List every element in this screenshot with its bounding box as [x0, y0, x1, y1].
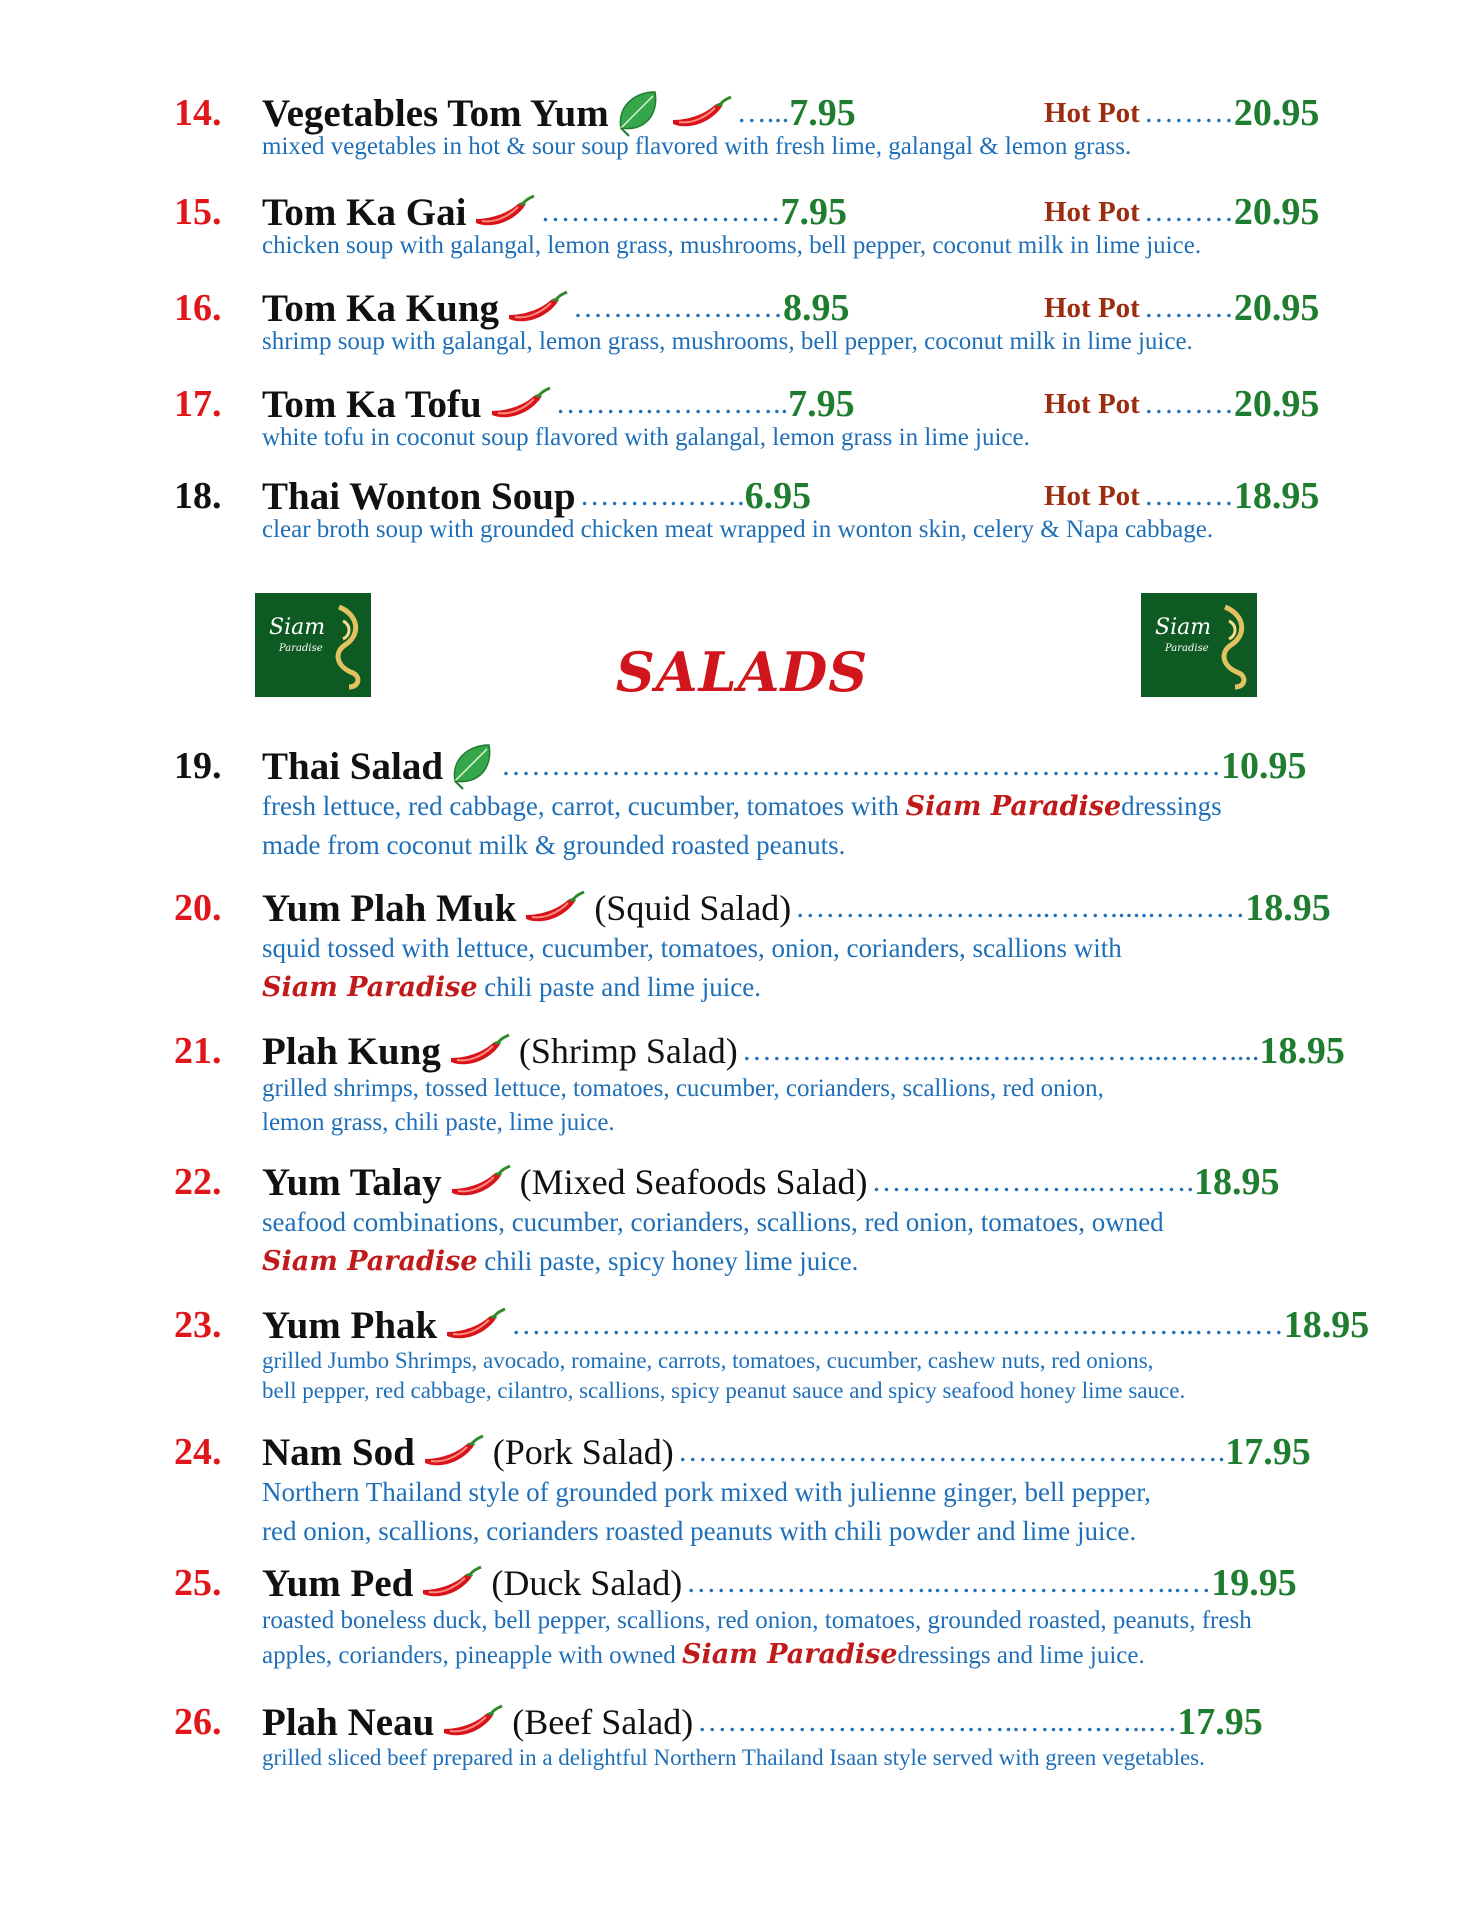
item-subname: (Mixed Seafoods Salad)	[519, 1162, 868, 1202]
description-text: seafood combinations, cucumber, corianders, scallions, red onion, tomatoes, owned	[262, 1207, 1164, 1237]
menu-item-row	[0, 1558, 1484, 1608]
item-number: 26.	[174, 1701, 222, 1743]
menu-item	[0, 283, 1484, 359]
description-line	[262, 968, 1352, 1007]
item-price: 10.95	[1221, 745, 1307, 787]
leaf-icon	[449, 741, 497, 791]
chili-pepper-icon	[522, 889, 586, 927]
description-line	[262, 1072, 1352, 1106]
dot-leader: ………………………………………………….………..………	[511, 1308, 1284, 1341]
item-price: 18.95	[1245, 887, 1331, 929]
item-name-line	[262, 1026, 1345, 1076]
dot-leader: ……………………….…..…..….…..…	[697, 1705, 1178, 1738]
menu-item	[0, 1558, 1484, 1673]
brand-name-text: Siam Paradise	[262, 1246, 478, 1277]
description-text: roasted boneless duck, bell pepper, scallions, red onion, tomatoes, grounded roasted, peanuts, fresh	[262, 1607, 1252, 1634]
brand-name-text: Siam Paradise	[905, 791, 1122, 822]
description-line	[262, 826, 1352, 865]
item-number: 24.	[174, 1431, 222, 1473]
item-number: 14.	[174, 92, 222, 134]
description-text: chili paste, spicy honey lime juice.	[477, 1246, 859, 1276]
item-description	[262, 1072, 1352, 1140]
item-name: Vegetables Tom Yum	[262, 91, 609, 135]
item-name: Yum Ped	[262, 1561, 414, 1605]
item-description: white tofu in coconut soup flavored with galangal, lemon grass in lime juice.	[262, 424, 1030, 451]
item-number: 23.	[174, 1304, 222, 1346]
description-line	[262, 1106, 1352, 1140]
description-line	[262, 929, 1352, 968]
dot-leader: ……….…………..	[555, 387, 789, 420]
chili-pepper-icon	[448, 1163, 512, 1201]
item-name: Nam Sod	[262, 1430, 415, 1474]
description-line	[262, 1346, 1352, 1376]
description-line	[262, 1203, 1352, 1242]
item-description: clear broth soup with grounded chicken meat wrapped in wonton skin, celery & Napa cabbage.	[262, 516, 1214, 543]
chili-pepper-icon	[447, 1032, 511, 1070]
item-subname: (Shrimp Salad)	[518, 1031, 738, 1071]
menu-item	[0, 88, 1484, 164]
dot-leader: …...	[736, 96, 790, 129]
description-line	[262, 1473, 1352, 1512]
dot-leader: ………	[1143, 387, 1234, 420]
description-text: fresh lettuce, red cabbage, carrot, cucumber, tomatoes with	[262, 791, 906, 821]
menu-item-row	[0, 1697, 1484, 1747]
description-text: red onion, scallions, corianders roasted peanuts with chili powder and lime juice.	[262, 1516, 1137, 1546]
item-price: 18.95	[1283, 1304, 1370, 1346]
hot-pot-price: 20.95	[1233, 287, 1320, 329]
item-number: 19.	[174, 745, 222, 787]
item-name-line	[262, 1697, 1263, 1747]
hot-pot-price: 18.95	[1233, 475, 1320, 517]
item-name-line	[262, 1157, 1280, 1207]
description-text: grilled Jumbo Shrimps, avocado, romaine, carrots, tomatoes, cucumber, cashew nuts, red onions,	[262, 1348, 1154, 1373]
menu-item	[0, 1300, 1484, 1406]
dot-leader: ………	[1143, 291, 1234, 324]
chili-pepper-icon	[488, 385, 552, 423]
item-number: 15.	[174, 191, 222, 233]
menu-item	[0, 883, 1484, 1007]
menu-item	[0, 1697, 1484, 1773]
item-number: 18.	[174, 475, 222, 517]
hot-pot-label: Hot Pot	[1044, 387, 1140, 420]
item-number: 16.	[174, 287, 222, 329]
description-line	[262, 1743, 1352, 1773]
menu-item-row	[0, 741, 1484, 791]
dot-leader: ………………………………………………………………	[501, 749, 1222, 782]
item-name: Yum Phak	[262, 1303, 438, 1347]
hot-pot-label: Hot Pot	[1044, 195, 1140, 228]
description-text: squid tossed with lettuce, cucumber, tomatoes, onion, corianders, scallions with	[262, 933, 1122, 963]
brand-name-text: Siam Paradise	[682, 1639, 898, 1670]
item-name-line	[262, 883, 1331, 933]
chili-pepper-icon	[421, 1433, 485, 1471]
item-name-line	[262, 1427, 1311, 1477]
item-subname: (Beef Salad)	[512, 1702, 694, 1742]
menu-item	[0, 187, 1484, 263]
item-description	[262, 1203, 1352, 1281]
item-price: 7.95	[780, 191, 847, 233]
item-name: Thai Wonton Soup	[262, 474, 576, 518]
item-subname: (Duck Salad)	[491, 1563, 683, 1603]
item-name: Plah Neau	[262, 1700, 435, 1744]
item-price: 17.95	[1177, 1701, 1263, 1743]
description-text: Northern Thailand style of grounded pork mixed with julienne ginger, bell pepper,	[262, 1477, 1151, 1507]
logo-line2: Paradise	[279, 643, 323, 654]
item-number: 17.	[174, 383, 222, 425]
item-description	[262, 1473, 1352, 1551]
menu-item	[0, 1026, 1484, 1140]
item-price: 17.95	[1225, 1431, 1311, 1473]
item-description	[262, 787, 1352, 865]
item-price: 19.95	[1211, 1562, 1297, 1604]
description-text: chili paste and lime juice.	[477, 972, 761, 1002]
description-text: dressings and lime juice.	[897, 1642, 1145, 1669]
description-text: lemon grass, chili paste, lime juice.	[262, 1109, 615, 1136]
item-price: 18.95	[1194, 1161, 1280, 1203]
logo-line1: Siam	[269, 615, 326, 640]
menu-item	[0, 1157, 1484, 1281]
description-text: dressings	[1121, 791, 1222, 821]
item-number: 22.	[174, 1161, 222, 1203]
item-price: 6.95	[744, 475, 812, 517]
item-description: mixed vegetables in hot & sour soup flavored with fresh lime, galangal & lemon grass.	[262, 133, 1132, 160]
description-line	[262, 1604, 1352, 1638]
item-name: Plah Kung	[262, 1029, 441, 1073]
dot-leader: ……………………	[540, 195, 781, 228]
menu-item-row	[0, 1300, 1484, 1350]
description-text: bell pepper, red cabbage, cilantro, scallions, spicy peanut sauce and spicy seafood honey lime sauce.	[262, 1378, 1186, 1403]
dot-leader: ………	[1143, 195, 1234, 228]
description-line	[262, 1242, 1352, 1281]
section-heading-salads: SALADS	[615, 640, 869, 704]
menu-item-row	[0, 1026, 1484, 1076]
dot-leader: ………………..…..…..…………...……....	[741, 1034, 1260, 1067]
item-name: Thai Salad	[262, 744, 444, 788]
chili-pepper-icon	[443, 1306, 507, 1344]
item-description: shrimp soup with galangal, lemon grass, mushrooms, bell pepper, coconut milk in lime juice.	[262, 328, 1193, 355]
item-price: 18.95	[1259, 1030, 1345, 1072]
hot-pot-price: 20.95	[1233, 191, 1320, 233]
item-name-line	[262, 1558, 1297, 1608]
hot-pot-label: Hot Pot	[1044, 291, 1140, 324]
item-description	[262, 1743, 1352, 1773]
chili-pepper-icon	[472, 193, 536, 231]
item-price: 8.95	[782, 287, 850, 329]
description-text: apples, corianders, pineapple with owned	[262, 1642, 683, 1669]
dot-leader: ……………………..….………….……..…	[686, 1566, 1212, 1599]
item-description: chicken soup with galangal, lemon grass, mushrooms, bell pepper, coconut milk in lime juice.	[262, 232, 1202, 259]
hot-pot-label: Hot Pot	[1044, 479, 1140, 512]
logo-line1: Siam	[1155, 615, 1212, 640]
item-price: 7.95	[788, 383, 855, 425]
chili-pepper-icon	[505, 289, 569, 327]
menu-item-row	[0, 883, 1484, 933]
dot-leader: ……………………………………………….	[677, 1435, 1226, 1468]
hot-pot-label: Hot Pot	[1044, 96, 1140, 129]
item-name: Tom Ka Kung	[262, 286, 499, 330]
description-line	[262, 1638, 1352, 1673]
menu-item	[0, 1427, 1484, 1551]
item-subname: (Pork Salad)	[492, 1432, 674, 1472]
item-description	[262, 1604, 1352, 1673]
dot-leader: …………………..……….	[871, 1165, 1195, 1198]
item-price: 7.95	[789, 92, 856, 134]
item-name: Yum Plah Muk	[262, 886, 517, 930]
item-description	[262, 929, 1352, 1007]
dot-leader: ………	[1143, 96, 1234, 129]
item-name-line	[262, 741, 1307, 791]
hot-pot-price: 20.95	[1233, 92, 1320, 134]
item-number: 20.	[174, 887, 222, 929]
description-line	[262, 1512, 1352, 1551]
chili-pepper-icon	[440, 1703, 504, 1741]
menu-item	[0, 741, 1484, 865]
hot-pot-price: 20.95	[1233, 383, 1320, 425]
item-description	[262, 1346, 1352, 1406]
item-name: Tom Ka Gai	[262, 190, 467, 234]
dot-leader: ………	[1143, 479, 1234, 512]
brand-name-text: Siam Paradise	[262, 972, 478, 1003]
description-text: grilled shrimps, tossed lettuce, tomatoes, cucumber, corianders, scallions, red onion,	[262, 1075, 1104, 1102]
dot-leader: ……………………..……......………	[795, 891, 1246, 924]
description-text: made from coconut milk & grounded roasted peanuts.	[262, 830, 846, 860]
menu-item	[0, 471, 1484, 547]
item-number: 25.	[174, 1562, 222, 1604]
item-name: Yum Talay	[262, 1160, 442, 1204]
menu-item-row	[0, 1427, 1484, 1477]
menu-item	[0, 379, 1484, 455]
description-line	[262, 787, 1352, 826]
chili-pepper-icon	[669, 94, 733, 132]
item-number: 21.	[174, 1030, 222, 1072]
dot-leader: ……….…….	[579, 479, 745, 512]
item-subname: (Squid Salad)	[594, 888, 792, 928]
description-line	[262, 1376, 1352, 1406]
dot-leader: …………………	[572, 291, 783, 324]
item-name-line	[262, 1300, 1369, 1350]
description-text: grilled sliced beef prepared in a delightful Northern Thailand Isaan style served with green vegetables.	[262, 1745, 1205, 1770]
menu-item-row	[0, 1157, 1484, 1207]
item-name: Tom Ka Tofu	[262, 382, 482, 426]
chili-pepper-icon	[419, 1564, 483, 1602]
logo-line2: Paradise	[1165, 643, 1209, 654]
